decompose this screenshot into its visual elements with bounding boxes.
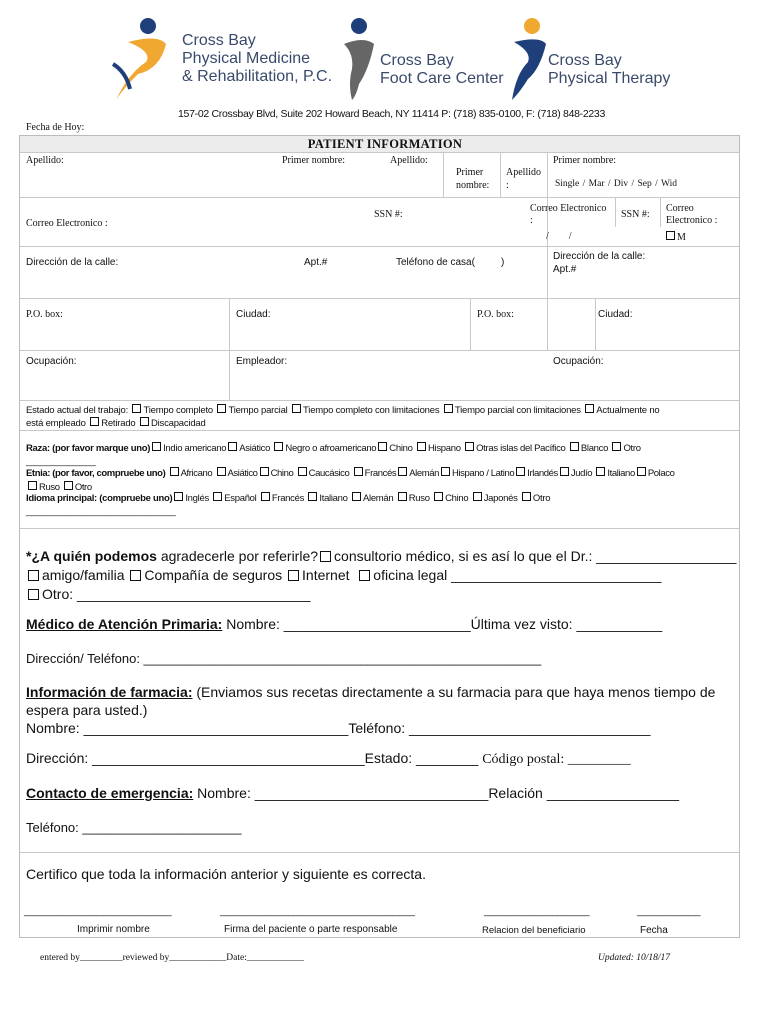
certify-statement: Certifico que toda la información anterior y siguiente es correcta. [26,866,426,882]
option-label: Indio americano [163,443,227,454]
option-label: Chino [445,493,469,504]
emergencia-line[interactable] [26,785,679,801]
grid-line [443,152,444,197]
option-label: amigo/familia [42,567,125,583]
idioma-label: Idioma principal: (compruebe uno) [26,493,173,504]
emergencia-label: Contacto de emergencia: [26,785,194,801]
option-label: Ruso [408,493,430,504]
checkbox-icon[interactable] [132,404,141,413]
checkbox-icon[interactable] [217,467,226,476]
ocupacion-field-2[interactable]: Ocupación: [553,356,604,367]
grid-line [20,430,739,431]
label: M [677,232,686,243]
option-label: Irlandés [527,468,558,479]
checkbox-icon[interactable] [28,589,39,600]
option-label: Discapacidad [150,418,206,429]
logo-physical-therapy [502,14,672,104]
farmacia-codigo: Código postal: _________ [482,752,631,767]
checkbox-icon[interactable] [261,492,270,501]
person-figure-icon [108,14,178,104]
option-label: está empleado [26,418,86,429]
blank-line[interactable]: ______________________________ [26,505,176,517]
option-label: Asiático [239,443,271,454]
label: Primer [456,167,484,178]
farmacia-telefono[interactable]: Teléfono: _______________________________ [348,720,651,736]
logo-foot-care [334,14,504,104]
label: : [530,215,533,226]
checkbox-icon[interactable] [174,492,183,501]
option-label: Chino [389,443,413,454]
label: Teléfono de casa( [396,257,475,268]
label: : [506,180,509,191]
logo-physical-medicine [108,14,338,104]
office-use-line: entered by_________reviewed by____________Date:____________ [40,953,304,963]
option-label: Italiano [607,468,635,479]
medico-nombre: Nombre: ________________________ [222,616,471,632]
emergencia-relacion: Relación [488,785,547,801]
checkbox-icon[interactable] [473,492,482,501]
grid-line [20,152,739,153]
checkbox-icon[interactable] [398,467,407,476]
option-label: Alemán [409,468,440,479]
label: Correo Electronico [530,203,607,214]
option-label: Alemán [362,493,394,504]
checkbox-icon[interactable] [308,492,317,501]
checkbox-icon[interactable] [570,442,579,451]
raza-section [26,442,738,468]
option-label: Inglés [185,493,209,504]
correo-field-3[interactable] [666,203,717,227]
option-label: Blanco [580,443,609,454]
farmacia-direccion-line[interactable] [26,750,631,768]
apellido-field-2[interactable]: Apellido: [390,155,428,166]
blank-line[interactable]: ______________ [26,456,96,467]
correo-field-2[interactable] [530,203,606,227]
checkbox-icon[interactable] [434,492,443,501]
etnia-label: Etnia: (por favor, compruebe uno) [26,468,166,479]
logo1-line2: Physical Medicine [182,50,311,67]
referral-text: agradecerle por referirle? [156,548,319,564]
checkbox-icon[interactable] [596,467,605,476]
sex-m-option[interactable] [664,231,686,243]
emergencia-telefono[interactable]: Teléfono: ______________________ [26,820,242,835]
label: Apellido [506,167,541,178]
logo3-line1: Cross Bay [548,52,622,69]
primer-nombre-field-3[interactable]: Primer nombre: [553,155,617,166]
date-slashes[interactable]: / / [546,231,572,242]
checkbox-icon[interactable] [288,570,299,581]
logo3-line2: Physical Therapy [548,70,671,87]
checkbox-icon[interactable] [292,404,301,413]
ocupacion-field[interactable]: Ocupación: [26,356,77,367]
checkbox-icon[interactable] [170,467,179,476]
work-status [26,404,738,430]
checkbox-icon[interactable] [90,417,99,426]
grid-line [229,298,230,400]
checkbox-icon[interactable] [228,442,237,451]
grid-line [20,298,739,299]
work-status-label: Estado actual del trabajo: [26,405,129,416]
pobox-field[interactable]: P.O. box: [26,309,63,320]
grid-line [20,852,739,853]
option-label: Hispano [427,443,461,454]
checkbox-icon[interactable] [444,404,453,413]
label: nombre: [456,180,490,191]
grid-line [660,197,661,227]
correo-field[interactable]: Correo Electronico : [26,218,108,229]
relacion-label: Relacion del beneficiario [482,925,586,936]
grid-line [20,400,739,401]
sig-line-name[interactable]: ____________________________ [24,906,172,917]
telefono-casa-field[interactable] [396,257,504,268]
option-label: Otro [623,443,641,454]
medico-line[interactable] [26,616,662,632]
checkbox-icon[interactable] [378,442,387,451]
option-label: Ruso [39,481,60,493]
grid-line [470,298,471,350]
blank-line: _________________ [546,785,680,801]
option-label: Caucásico [308,468,350,479]
option-label: Español [224,493,257,504]
sig-line-date[interactable]: ____________ [637,906,701,917]
checkbox-icon[interactable] [130,570,141,581]
grid-line [20,246,739,247]
checkbox-icon[interactable] [637,467,646,476]
checkbox-icon[interactable] [359,570,370,581]
checkbox-icon[interactable] [260,467,269,476]
option-label: Japonés [483,493,518,504]
checkbox-icon[interactable] [560,467,569,476]
checkbox-icon[interactable] [522,492,531,501]
option-label: Compañía de seguros [144,567,283,583]
checkbox-icon[interactable] [352,492,361,501]
medico-label: Médico de Atención Primaria: [26,616,223,632]
direccion-field-2[interactable] [553,250,645,276]
logo1-line3: & Rehabilitation, P.C. [182,68,333,85]
label: Dirección de la calle: [553,251,646,262]
option-label: Chino [270,468,294,479]
checkbox-icon[interactable] [28,570,39,581]
checkbox-icon[interactable] [441,467,450,476]
option-label: Tiempo parcial con limitaciones [454,405,581,416]
ciudad-field-2[interactable]: Ciudad: [598,309,633,320]
farmacia-estado: Estado: ________ [364,750,479,766]
option-label: Africano [180,468,213,479]
option-label: Francés [271,493,305,504]
checkbox-icon[interactable] [465,442,474,451]
referral-label: *¿A quién podemos [26,548,157,564]
option-label: Judío [570,468,593,479]
farmacia-nombre[interactable]: Nombre: __________________________________ [26,720,349,736]
option-label: Actualmente no [596,405,660,416]
grid-line [20,528,739,529]
logo1-line1: Cross Bay [182,32,256,49]
farmacia-text: (Enviamos sus recetas directamente a su farmacia para que haya menos tiempo de [192,684,716,700]
fecha-sig-label: Fecha [640,925,668,936]
checkbox-icon[interactable] [354,467,363,476]
ciudad-field[interactable]: Ciudad: [236,309,271,320]
checkbox-icon[interactable] [298,467,307,476]
option-label: Polaco [647,468,675,479]
checkbox-icon[interactable] [152,442,161,451]
farmacia-section [26,683,740,737]
grid-line [20,350,739,351]
option-label: Otro: ______________________________ [42,586,311,602]
ssn-field[interactable]: SSN #: [374,209,403,220]
farmacia-direccion: Dirección: ___________________________________ [26,750,365,766]
checkbox-icon[interactable] [516,467,525,476]
medico-direccion[interactable]: Dirección/ Teléfono: _______________________________________________________ [26,651,542,666]
option-label: Otro [74,481,92,493]
option-label: Tiempo completo con limitaciones [303,405,440,416]
raza-label: Raza: (por favor marque uno) [26,443,151,454]
grid-line [547,152,548,350]
label: Correo [666,203,694,214]
checkbox-icon[interactable] [274,442,283,451]
option-label: Tiempo completo [143,405,213,416]
medico-ultima: Última vez visto: ___________ [470,616,663,632]
grid-line [595,298,596,350]
section-title: PATIENT INFORMATION [307,137,463,151]
option-label: Retirado [101,418,136,429]
option-label: Italiano [319,493,348,504]
option-label: Hispano / Latino [452,468,515,479]
clinic-address: 157-02 Crossbay Blvd, Suite 202 Howard Beach, NY 11414 P: (718) 835-0100, F: (718) 848-2233 [178,108,606,120]
pobox-field-2[interactable]: P.O. box: [477,309,514,320]
referral-section [26,547,738,604]
label: Apt.# [553,264,577,275]
checkbox-icon[interactable] [398,492,407,501]
foot-figure-icon [334,14,384,104]
option-label: Tiempo parcial [228,405,288,416]
imprimir-label: Imprimir nombre [77,924,150,935]
updated-date: Updated: 10/18/17 [598,953,671,963]
checkbox-icon[interactable] [417,442,426,451]
emergencia-nombre: Nombre: ______________________________ [193,785,489,801]
checkbox-icon[interactable] [612,442,621,451]
checkbox-icon[interactable] [213,492,222,501]
checkbox-icon[interactable] [320,551,331,562]
option-label: Otras islas del Pacífico [476,443,566,454]
farmacia-label: Información de farmacia: [26,684,193,700]
apellido-field[interactable]: Apellido: [26,155,64,166]
apt-field[interactable]: Apt.# [304,257,328,268]
checkbox-icon[interactable] [64,481,73,490]
label: Electronico : [666,215,718,226]
option-label: Francés [364,468,397,479]
etnia-section [26,467,740,494]
grid-line [500,152,501,197]
empleador-field[interactable]: Empleador: [236,356,288,367]
checkbox-icon[interactable] [217,404,226,413]
checkbox-icon[interactable] [666,231,675,240]
option-label: oficina legal ___________________________ [373,567,662,583]
checkbox-icon[interactable] [140,417,149,426]
therapy-figure-icon [502,14,552,104]
farmacia-text: espera para usted.) [26,702,148,718]
logo2-line2: Foot Care Center [380,70,504,87]
direccion-field[interactable]: Dirección de la calle: [26,257,119,268]
idioma-section [26,492,738,518]
option-label: Negro o afroamericano [285,443,377,454]
firma-label: Firma del paciente o parte responsable [224,924,398,935]
option-label: Internet [302,567,350,583]
grid-line [20,197,739,198]
option-label: Asiático [227,468,258,479]
sig-line-signature[interactable]: _____________________________________ [220,906,415,917]
marital-status-options[interactable]: Single / Mar / Div / Sep / Wid [555,179,677,189]
option-label: Otro [532,493,551,504]
grid-line [615,197,616,227]
ssn-field-2[interactable]: SSN #: [621,209,650,220]
checkbox-icon[interactable] [28,481,37,490]
primer-nombre-field-2[interactable] [456,166,489,192]
logo2-line1: Cross Bay [380,52,454,69]
primer-nombre-field[interactable]: Primer nombre: [282,155,346,166]
label: ) [500,257,505,268]
checkbox-icon[interactable] [585,404,594,413]
apellido-field-3[interactable] [506,166,541,192]
sig-line-relation[interactable]: ____________________ [484,906,590,917]
fecha-label: Fecha de Hoy: [26,122,85,133]
option-label: consultorio médico, si es así lo que el Dr.: __________________ [334,548,737,564]
